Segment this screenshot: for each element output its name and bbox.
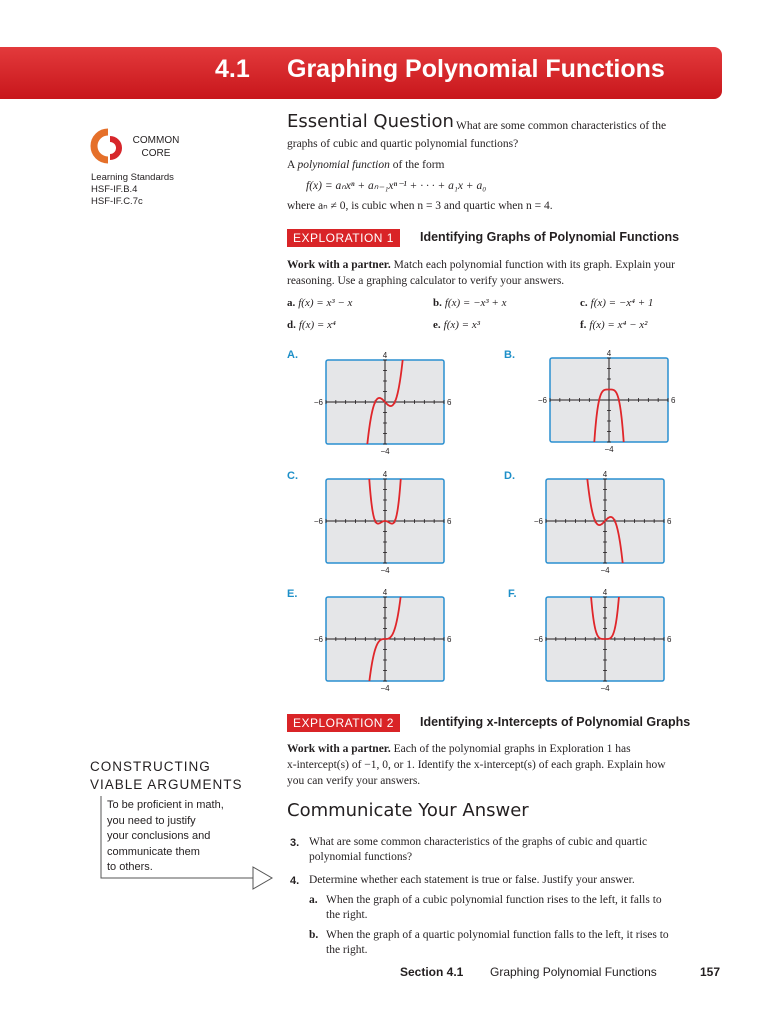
y-min-label: −4 (380, 684, 390, 693)
graph-f (526, 587, 672, 702)
x-min-label: −6 (313, 398, 323, 407)
common-core-icon (88, 127, 128, 167)
question-4b-letter: b. (309, 929, 319, 941)
y-min-label: −4 (380, 447, 390, 456)
x-max-label: 6 (447, 635, 452, 644)
question-4b-line-2: the right. (326, 944, 368, 956)
learning-standards (91, 172, 174, 208)
section-title: Graphing Polynomial Functions (287, 55, 665, 83)
definition-term: polynomial function (297, 159, 390, 171)
footer-section: Section 4.1 (400, 965, 464, 979)
question-4-number: 4. (290, 875, 300, 887)
y-max-label: 4 (382, 351, 388, 360)
graph-c (306, 469, 452, 584)
x-max-label: 6 (667, 635, 672, 644)
exploration-1-tag: EXPLORATION 1 (287, 229, 400, 247)
y-min-label: −4 (380, 566, 390, 575)
y-min-label: −4 (604, 445, 614, 454)
x-min-label: −6 (313, 517, 323, 526)
graph-svg (530, 348, 676, 463)
standard-item: HSF-IF.B.4 (91, 184, 138, 195)
question-4a-line-2: the right. (326, 909, 368, 921)
graph-svg (526, 587, 672, 702)
graph-label-a: A. (287, 349, 298, 361)
option-c: c. f(x) = −x⁴ + 1 (580, 297, 654, 309)
y-max-label: 4 (382, 588, 388, 597)
x-min-label: −6 (537, 396, 547, 405)
section-banner (0, 47, 722, 99)
y-max-label: 4 (606, 349, 612, 358)
essential-question-heading: Essential Question (287, 111, 454, 132)
graph-label-c: C. (287, 470, 298, 482)
y-max-label: 4 (602, 470, 608, 479)
exploration-2-instructions: Work with a partner. Each of the polynomial graphs in Exploration 1 has (287, 743, 631, 755)
polynomial-formula: f(x) = aₙxⁿ + aₙ₋₁xⁿ⁻¹ + · · · + a₁x + a₀ (306, 180, 487, 192)
constructing-viable-arguments (90, 758, 243, 794)
graph-a (306, 350, 452, 465)
option-a: a. f(x) = x³ − x (287, 297, 353, 309)
cva-text: To be proficient in math, you need to justify your conclusions and communicate them to others. (107, 799, 224, 873)
essential-question-line-1: What are some common characteristics of the (456, 120, 667, 132)
section-number: 4.1 (215, 55, 250, 83)
option-f: f. f(x) = x⁴ − x² (580, 319, 648, 331)
exploration-2-tag: EXPLORATION 2 (287, 714, 400, 732)
page-number: 157 (700, 965, 721, 979)
y-min-label: −4 (600, 684, 610, 693)
logo-line-2: CORE (141, 148, 171, 159)
x-max-label: 6 (447, 517, 452, 526)
option-d: d. f(x) = x⁴ (287, 319, 336, 331)
question-4b-line-1: When the graph of a quartic polynomial function falls to the left, it rises to (326, 929, 669, 941)
exploration-2-instructions-3: you can verify your answers. (287, 775, 421, 787)
question-4a-letter: a. (309, 894, 318, 906)
question-4a-line-1: When the graph of a cubic polynomial function rises to the left, it falls to (326, 894, 662, 906)
y-max-label: 4 (382, 470, 388, 479)
definition-where: where aₙ ≠ 0, is cubic when n = 3 and quartic when n = 4. (287, 200, 553, 212)
graph-d (526, 469, 672, 584)
graph-svg (306, 587, 452, 702)
x-min-label: −6 (533, 635, 543, 644)
graph-e (306, 587, 452, 702)
option-e: e. f(x) = x³ (433, 319, 481, 331)
question-3-number: 3. (290, 837, 300, 849)
footer-title: Graphing Polynomial Functions (490, 965, 657, 979)
communicate-heading: Communicate Your Answer (287, 800, 529, 821)
exploration-1-title: Identifying Graphs of Polynomial Functions (420, 230, 680, 244)
graph-b (530, 348, 676, 463)
y-max-label: 4 (602, 588, 608, 597)
exploration-2-instructions-2: x-intercept(s) of −1, 0, or 1. Identify the x-intercept(s) of each graph. Explain how (287, 759, 666, 771)
graph-svg (306, 350, 452, 465)
graph-svg (306, 469, 452, 584)
graph-svg (526, 469, 672, 584)
logo-line-1: COMMON (132, 135, 180, 146)
x-min-label: −6 (313, 635, 323, 644)
x-max-label: 6 (671, 396, 676, 405)
question-3-line-2: polynomial functions? (309, 851, 413, 863)
x-min-label: −6 (533, 517, 543, 526)
question-3-line-1: What are some common characteristics of the graphs of cubic and quartic (309, 836, 648, 848)
exploration-2-title: Identifying x-Intercepts of Polynomial Graphs (420, 715, 691, 729)
graph-label-d: D. (504, 470, 515, 482)
definition-text: A polynomial function of the form (287, 159, 445, 171)
x-max-label: 6 (667, 517, 672, 526)
graph-label-f: F. (508, 588, 517, 600)
question-4-text: Determine whether each statement is true or false. Justify your answer. (309, 874, 635, 886)
graph-label-b: B. (504, 349, 515, 361)
cva-heading-2: VIABLE ARGUMENTS (90, 777, 243, 792)
x-max-label: 6 (447, 398, 452, 407)
exploration-1-instructions-2: reasoning. Use a graphing calculator to verify your answers. (287, 275, 565, 287)
essential-question-line-2: graphs of cubic and quartic polynomial functions? (287, 138, 519, 150)
standards-heading: Learning Standards (91, 172, 174, 183)
y-min-label: −4 (600, 566, 610, 575)
cva-heading-1: CONSTRUCTING (90, 759, 211, 774)
graph-label-e: E. (287, 588, 298, 600)
standard-item: HSF-IF.C.7c (91, 196, 143, 207)
option-b: b. f(x) = −x³ + x (433, 297, 507, 309)
exploration-1-instructions: Work with a partner. Match each polynomial function with its graph. Explain your (287, 259, 675, 271)
